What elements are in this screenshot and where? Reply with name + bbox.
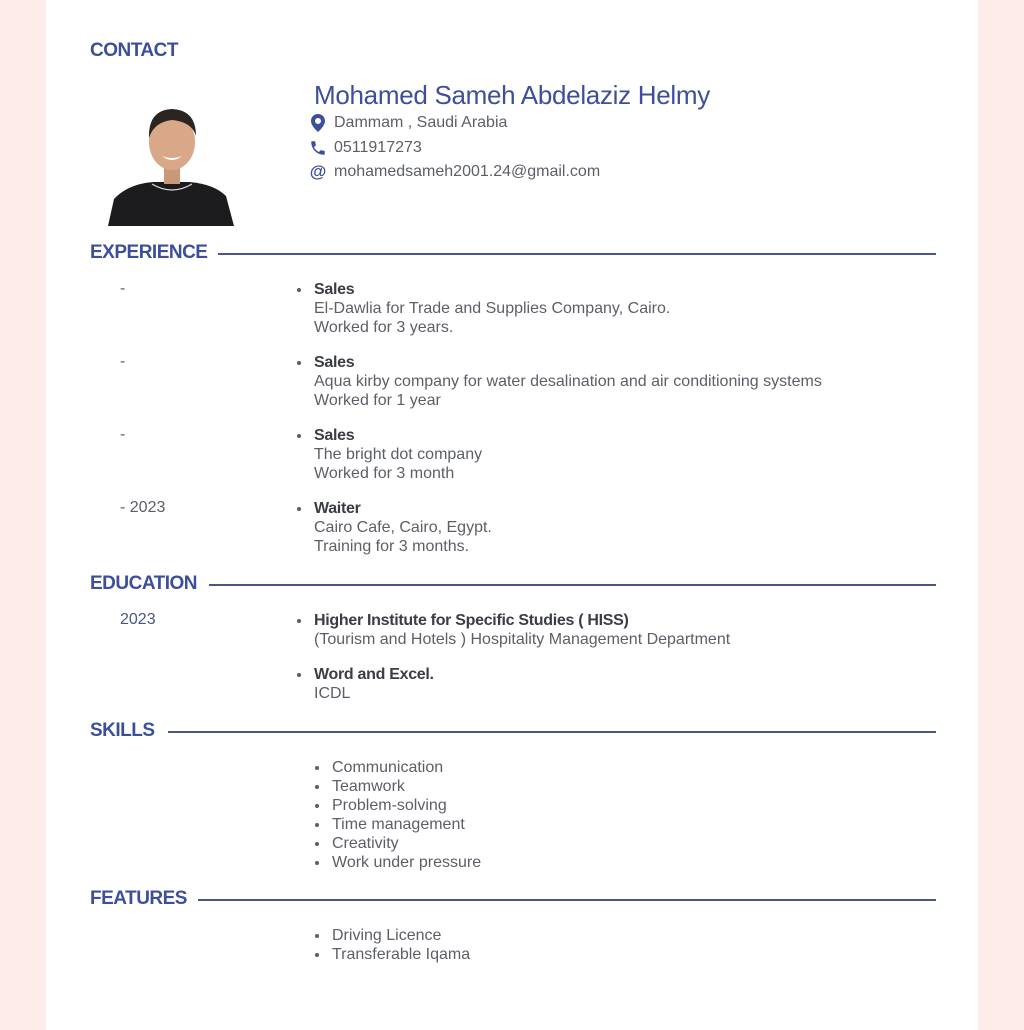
education-heading: EDUCATION <box>90 573 198 594</box>
features-heading: FEATURES <box>90 888 187 909</box>
education-date: 2023 <box>120 611 156 628</box>
contact-email <box>308 161 600 183</box>
features-list <box>332 926 470 964</box>
location-text: Dammam , Saudi Arabia <box>334 114 508 131</box>
education-detail: (Tourism and Hotels ) Hospitality Management Department <box>314 631 731 648</box>
skill-item: Creativity <box>332 834 481 853</box>
avatar <box>108 104 234 226</box>
contact-phone <box>308 137 422 159</box>
phone-icon <box>308 138 328 158</box>
job-company: Aqua kirby company for water desalination and air conditioning systems <box>314 373 822 390</box>
experience-divider <box>218 253 936 255</box>
skill-item: Time management <box>332 815 481 834</box>
education-title: Word and Excel. <box>314 666 434 683</box>
at-sign-icon: @ <box>309 162 327 181</box>
profile-photo <box>108 104 234 226</box>
experience-date: - <box>120 280 126 297</box>
job-title: Sales <box>314 353 822 372</box>
features-divider <box>198 899 936 901</box>
skills-divider <box>168 731 936 733</box>
experience-item <box>314 499 492 556</box>
skill-item: Communication <box>332 758 481 777</box>
feature-item: Driving Licence <box>332 926 470 945</box>
education-item <box>314 611 730 649</box>
experience-heading: EXPERIENCE <box>90 242 208 263</box>
job-title: Waiter <box>314 499 492 518</box>
education-detail: ICDL <box>314 685 351 702</box>
skills-heading: SKILLS <box>90 720 155 741</box>
job-duration: Worked for 3 years. <box>314 319 454 336</box>
contact-heading: CONTACT <box>90 40 178 61</box>
skill-item: Work under pressure <box>332 854 482 871</box>
job-company: El-Dawlia for Trade and Supplies Company, Cairo. <box>314 300 671 317</box>
contact-location <box>308 112 507 134</box>
experience-item <box>314 280 670 337</box>
education-title: Higher Institute for Specific Studies ( HISS) <box>314 611 730 630</box>
skill-item: Teamwork <box>332 777 481 796</box>
phone-text[interactable]: 0511917273 <box>334 139 422 156</box>
job-title: Sales <box>314 426 482 445</box>
experience-item <box>314 353 822 410</box>
job-company: The bright dot company <box>314 446 483 463</box>
skill-item: Problem-solving <box>332 796 481 815</box>
map-pin-icon <box>308 113 328 133</box>
experience-date: - <box>120 426 126 443</box>
email-text[interactable]: mohamedsameh2001.24@gmail.com <box>334 163 601 180</box>
job-duration: Worked for 1 year <box>314 392 441 409</box>
candidate-name: Mohamed Sameh Abdelaziz Helmy <box>314 80 710 110</box>
experience-date: - <box>120 353 126 370</box>
feature-item: Transferable Iqama <box>332 946 471 963</box>
job-company: Cairo Cafe, Cairo, Egypt. <box>314 519 492 536</box>
resume-page <box>46 0 978 1030</box>
job-duration: Worked for 3 month <box>314 465 455 482</box>
skills-list <box>332 758 481 872</box>
education-item <box>314 665 434 703</box>
job-title: Sales <box>314 280 670 299</box>
job-duration: Training for 3 months. <box>314 538 470 555</box>
education-divider <box>209 584 936 586</box>
experience-date: - 2023 <box>120 499 166 516</box>
experience-item <box>314 426 482 483</box>
